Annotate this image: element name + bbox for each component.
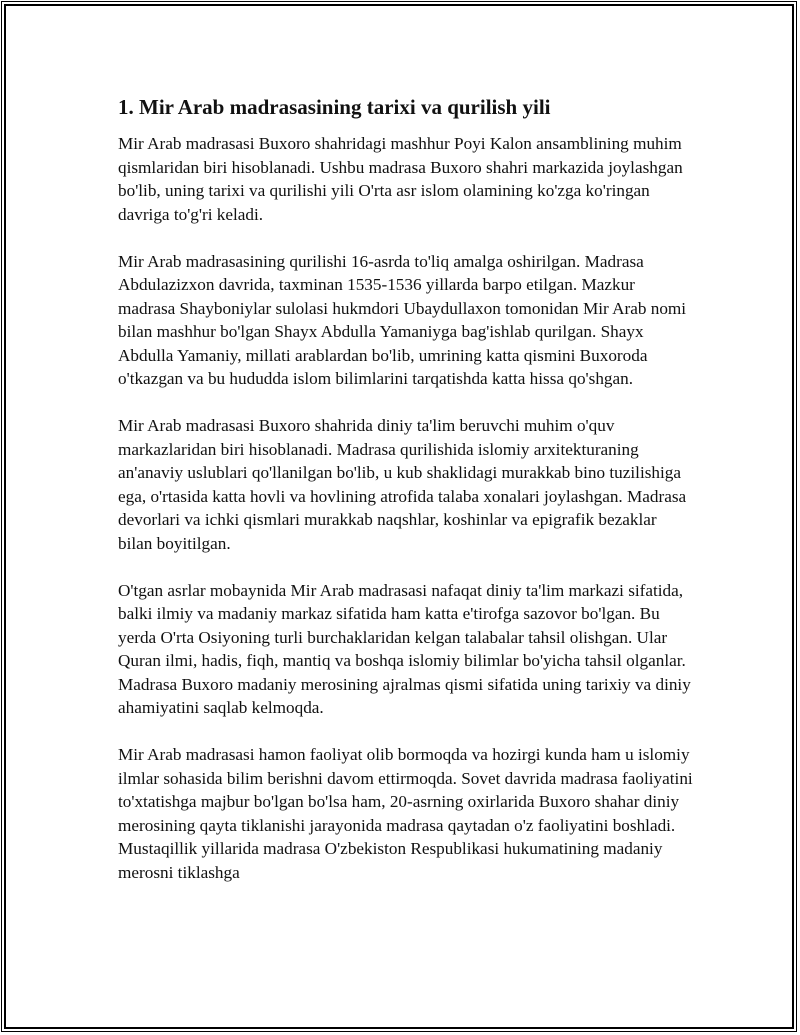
- document-body: [118, 92, 693, 908]
- paragraph-1: Mir Arab madrasasi Buxoro shahridagi mashhur Poyi Kalon ansamblining muhim qismlaridan biri hisoblanadi. Ushbu madrasa Buxoro shahri markazida joylashgan bo'lib, uning tarixi va qurilishi yili O'rta asr islom olamining ko'zga ko'ringan davriga to'g'ri keladi.: [118, 134, 683, 224]
- paragraph-2: Mir Arab madrasasining qurilishi 16-asrda to'liq amalga oshirilgan. Madrasa Abdulazizxon davrida, taxminan 1535-1536 yillarda barpo etilgan. Mazkur madrasa Shayboniylar sulolasi hukmdori Ubaydullaxon tomonidan Mir Arab nomi bilan mashhur bo'lgan Shayx Abdulla Yamaniyga bag'ishlab qurilgan. Shayx Abdulla Yamaniy, millati arablardan bo'lib, umrining katta qismini Buxoroda o'tkazgan va bu hududda islom bilimlarini tarqatishda katta hissa qo'shgan.: [118, 251, 687, 388]
- paragraph-5: Mir Arab madrasasi hamon faoliyat olib bormoqda va hozirgi kunda ham u islomiy ilmlar sohasida bilim berishni davom ettirmoqda. Sovet davrida madrasa faoliyatini to'xtatishga majbur bo'lgan bo'lsa ham, 20-asrning oxirlarida Buxoro shahar diniy merosining qayta tiklanishi jarayonida madrasa qaytadan o'z faoliyatini boshladi. Mustaqillik yillarida madrasa O'zbekiston Respublikasi hukumatining madaniy merosni tiklashga: [118, 745, 693, 882]
- section-heading: 1. Mir Arab madrasasining tarixi va qurilish yili: [118, 95, 551, 119]
- paragraph-3: Mir Arab madrasasi Buxoro shahrida diniy ta'lim beruvchi muhim o'quv markazlaridan biri hisoblanadi. Madrasa qurilishida islomiy arxitekturaning an'anaviy uslublari qo'llanilgan bo'lib, u kub shaklidagi murakkab bino tuzilishiga ega, o'rtasida katta hovli va hovlining atrofida talaba xonalari joylashgan. Madrasa devorlari va ichki qismlari murakkab naqshlar, koshinlar va epigrafik bezaklar bilan boyitilgan.: [118, 416, 687, 553]
- paragraph-4: O'tgan asrlar mobaynida Mir Arab madrasasi nafaqat diniy ta'lim markazi sifatida, balki ilmiy va madaniy markaz sifatida ham katta e'tirofga sazovor bo'lgan. Bu yerda O'rta Osiyoning turli burchaklaridan kelgan talabalar tahsil olishgan. Ular Quran ilmi, hadis, fiqh, mantiq va boshqa islomiy bilimlar bo'yicha tahsil olganlar. Madrasa Buxoro madaniy merosining ajralmas qismi sifatida uning tarixiy va diniy ahamiyatini saqlab kelmoqda.: [118, 580, 691, 717]
